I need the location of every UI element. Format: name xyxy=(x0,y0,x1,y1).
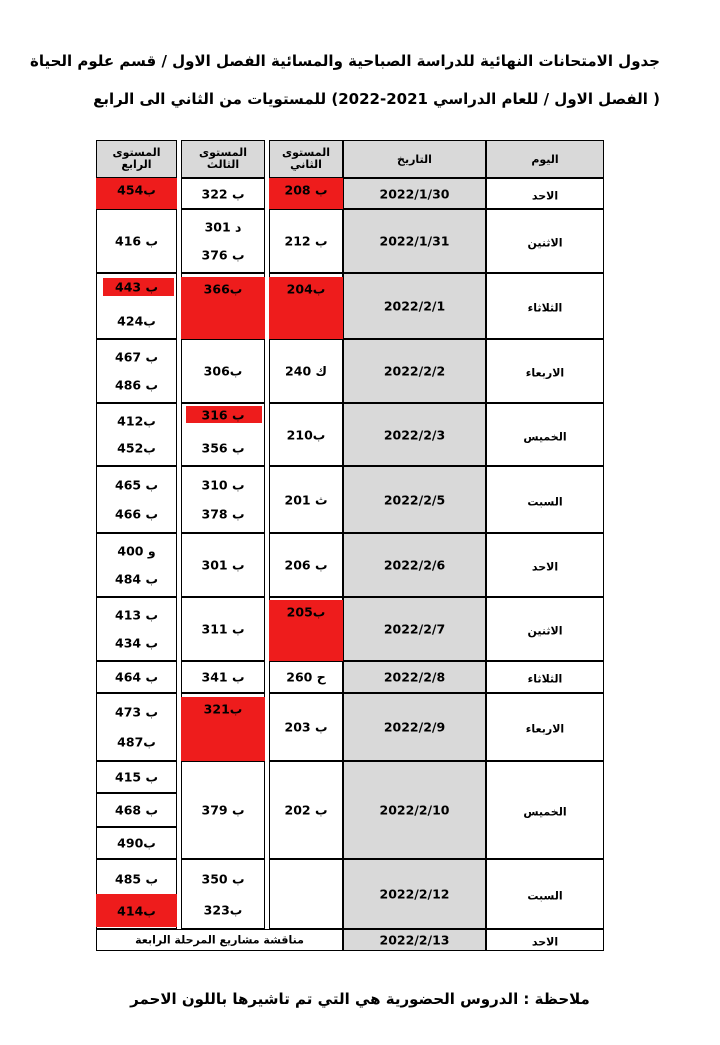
course-code: ب 206 xyxy=(284,557,328,573)
course-code: ب452 xyxy=(117,440,156,456)
exam-date: 2022/1/31 xyxy=(379,233,450,249)
course-code: ب 434 xyxy=(114,635,159,651)
course-code: ب 301 xyxy=(201,557,245,573)
exam-date: 2022/2/10 xyxy=(379,802,450,818)
course-code: ب 203 xyxy=(284,719,328,735)
course-code: ب 311 xyxy=(201,621,245,637)
exam-date: 2022/2/1 xyxy=(383,298,446,314)
course-code: د 301 xyxy=(204,219,242,235)
l2-cell xyxy=(269,859,343,929)
course-code: ب 415 xyxy=(114,769,159,785)
course-code: ب 202 xyxy=(284,802,328,818)
course-code: ب366 xyxy=(203,281,243,297)
day-label: الاثنين xyxy=(527,624,563,638)
course-code: ب205 xyxy=(286,604,326,620)
l3-cell xyxy=(181,859,265,929)
l4-cell xyxy=(96,466,177,533)
course-code: ب 316 xyxy=(201,407,245,422)
day-label: الاحد xyxy=(531,935,559,949)
day-label: الاثنين xyxy=(527,236,563,250)
header-level4: المستوى الرابع xyxy=(112,146,161,171)
header-day: اليوم xyxy=(531,153,559,166)
course-code: ث 201 xyxy=(284,492,328,507)
course-code: ب 443 xyxy=(114,279,159,295)
page-title: جدول الامتحانات النهائية للدراسة الصباحية والمسائية الفصل الاول / قسم علوم الحياة xyxy=(29,52,660,70)
exam-date: 2022/2/3 xyxy=(383,427,446,442)
course-code: ب 322 xyxy=(201,186,245,201)
exam-date: 2022/2/12 xyxy=(379,886,450,902)
course-code: ب 376 xyxy=(201,247,245,263)
course-code: ب 208 xyxy=(284,182,328,198)
course-code: ب490 xyxy=(117,835,156,851)
course-code: ب 486 xyxy=(114,377,159,393)
course-code: ب 467 xyxy=(114,349,159,365)
day-label: الثلاثاء xyxy=(527,301,563,315)
course-code: ب 473 xyxy=(114,704,159,720)
day-label: الاربعاء xyxy=(525,366,565,380)
course-code: ب 350 xyxy=(201,871,245,886)
day-label: الاحد xyxy=(531,189,559,202)
course-code: ب 310 xyxy=(201,477,245,493)
header-level2: المستوى الثاني xyxy=(282,146,330,171)
course-code: ب 378 xyxy=(201,506,245,522)
course-code: ب 484 xyxy=(114,571,159,587)
course-code: ب 466 xyxy=(114,506,159,522)
day-label: السبت xyxy=(527,495,563,508)
l3-cell xyxy=(181,466,265,533)
exam-date: 2022/2/5 xyxy=(383,492,446,507)
course-code: ب487 xyxy=(117,734,156,750)
course-code: ب454 xyxy=(117,182,156,198)
course-code: ب 485 xyxy=(114,871,159,886)
course-code: ب 212 xyxy=(284,233,328,249)
day-label: الثلاثاء xyxy=(527,672,563,686)
day-label: الخميس xyxy=(523,805,567,819)
header-date: التاريخ xyxy=(397,153,432,166)
course-code: ب 341 xyxy=(201,669,245,685)
page-subtitle: ( الفصل الاول / للعام الدراسي 2021-2022) للمستويات من الثاني الى الرابع xyxy=(93,90,660,108)
l4-cell xyxy=(96,693,177,761)
course-code: ح 260 xyxy=(286,669,326,685)
exam-schedule-table xyxy=(96,140,604,951)
course-code: ب 356 xyxy=(201,440,245,456)
day-label: السبت xyxy=(527,889,563,903)
course-code: ب321 xyxy=(203,701,243,717)
course-code: ب 379 xyxy=(201,802,245,818)
course-code: ب 468 xyxy=(114,802,159,818)
course-code: ب 464 xyxy=(114,669,159,685)
exam-date: 2022/2/9 xyxy=(383,719,446,735)
course-code: ب204 xyxy=(286,281,326,297)
day-label: الخميس xyxy=(523,430,567,443)
exam-date: 2022/2/2 xyxy=(383,363,446,379)
day-label: الاربعاء xyxy=(525,722,565,736)
exam-date: 2022/2/13 xyxy=(379,932,450,948)
course-code: ب 413 xyxy=(114,607,159,623)
header-level3: المستوى الثالث xyxy=(199,146,247,171)
project-discussion-note: مناقشة مشاريع المرحلة الرابعة xyxy=(135,933,304,947)
exam-date: 2022/2/7 xyxy=(383,621,446,637)
exam-date: 2022/2/8 xyxy=(383,669,446,685)
course-code: ب306 xyxy=(203,363,243,379)
course-code: ب 465 xyxy=(114,477,159,493)
course-code: ب323 xyxy=(203,902,243,917)
course-code: ب414 xyxy=(117,903,156,918)
day-label: الاحد xyxy=(531,560,559,574)
course-code: و 400 xyxy=(117,543,156,559)
course-code: ب 416 xyxy=(114,233,159,249)
exam-date: 2022/1/30 xyxy=(379,186,450,201)
course-code: ب412 xyxy=(117,413,156,429)
course-code: ب210 xyxy=(286,427,326,442)
course-code: ك 240 xyxy=(285,363,327,379)
exam-date: 2022/2/6 xyxy=(383,557,446,573)
course-code: ب424 xyxy=(117,313,156,328)
footnote: ملاحظة : الدروس الحضورية هي التي تم تاشيرها باللون الاحمر xyxy=(130,990,590,1008)
